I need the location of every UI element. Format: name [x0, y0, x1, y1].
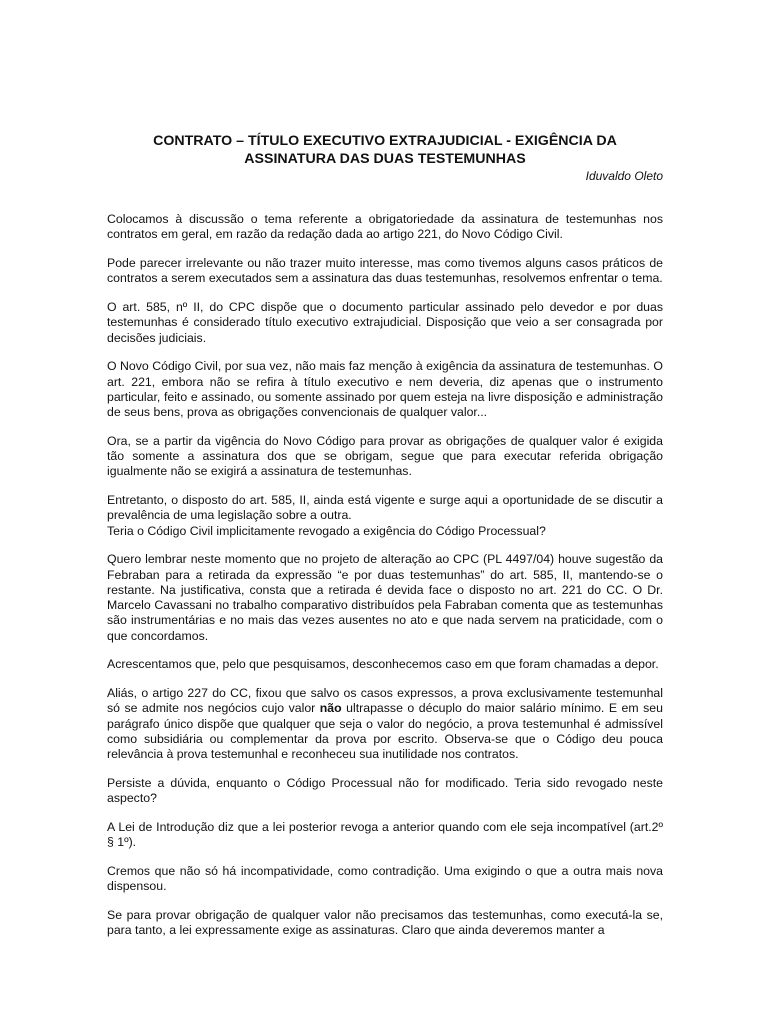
document-title — [107, 133, 663, 168]
paragraph — [107, 552, 663, 644]
paragraph-text: Aliás, o artigo 227 do CC, fixou que salvo os casos expressos, a prova exclusivamente testemunhal só se admite nos negócios cujo valor — [107, 686, 663, 716]
paragraph — [107, 864, 663, 895]
paragraph — [107, 300, 663, 346]
paragraph — [107, 359, 663, 420]
paragraph-text: Cremos que não só há incompatividade, como contradição. Uma exigindo o que a outra mais nova dispensou. — [107, 863, 663, 893]
author-name: Iduvaldo Oleto — [585, 169, 663, 183]
bold-emphasis: não — [319, 701, 342, 716]
paragraph-text: ultrapasse o décuplo do maior salário mínimo. E em seu parágrafo único dispõe que qualquer que seja o valor do negócio, a prova testemunhal é admissível como subsidiária ou complementar da prova por escrito. Observa-se que o Código deu pouca relevância à prova testemunhal e reconheceu sua inutilidade nos contratos. — [107, 701, 663, 761]
paragraph-text: Entretanto, o disposto do art. 585, II, ainda está vigente e surge aqui a oportunidade de se discutir a prevalência de uma legislação sobre a outra. — [107, 493, 663, 523]
paragraph-text: Pode parecer irrelevante ou não trazer muito interesse, mas como tivemos alguns casos práticos de contratos a serem executados sem a assinatura das duas testemunhas, resolvemos enfrentar o tema. — [107, 256, 663, 286]
paragraph — [107, 686, 663, 762]
paragraph-text: O Novo Código Civil, por sua vez, não mais faz menção à exigência da assinatura de testemunhas. O art. 221, embora não se refira à título executivo e nem deveria, diz apenas que o instrumento particular, feito e assinado, ou somente assinado por quem esteja na livre disposição e administração de seus bens, prova as obrigações convencionais de qualquer valor... — [107, 359, 663, 419]
paragraph-text: Colocamos à discussão o tema referente a obrigatoriedade da assinatura de testemunhas nos contratos em geral, em razão da redação dada ao artigo 221, do Novo Código Civil. — [107, 212, 663, 242]
paragraph-text: Se para provar obrigação de qualquer valor não precisamos das testemunhas, como executá-la se, para tanto, a lei expressamente exige as assinaturas. Claro que ainda deveremos manter a — [107, 907, 663, 937]
paragraph — [107, 657, 663, 672]
paragraph-text: Ora, se a partir da vigência do Novo Código para provar as obrigações de qualquer valor é exigida tão somente a assinatura dos que se obrigam, segue que para executar referida obrigação igualmente não se exigirá a assinatura de testemunhas. — [107, 433, 663, 479]
paragraph-text: Persiste a dúvida, enquanto o Código Processual não for modificado. Teria sido revogado neste aspecto? — [107, 775, 663, 805]
paragraph — [107, 212, 663, 243]
paragraph — [107, 776, 663, 807]
paragraph — [107, 434, 663, 480]
paragraph — [107, 493, 663, 539]
title-line-2: ASSINATURA DAS DUAS TESTEMUNHAS — [244, 150, 526, 167]
paragraph-text: Acrescentamos que, pelo que pesquisamos, desconhecemos caso em que foram chamadas a depor. — [107, 657, 659, 672]
paragraph — [107, 256, 663, 287]
paragraph-text: A Lei de Introdução diz que a lei posterior revoga a anterior quando com ele seja incompatível (art.2º § 1º). — [107, 819, 663, 849]
paragraph-text: O art. 585, nº II, do CPC dispõe que o documento particular assinado pelo devedor e por duas testemunhas é considerado título executivo extrajudicial. Disposição que veio a ser consagrada por decisões judiciais. — [107, 300, 663, 345]
paragraph — [107, 820, 663, 851]
title-line-1: CONTRATO – TÍTULO EXECUTIVO EXTRAJUDICIAL - EXIGÊNCIA DA — [153, 133, 617, 149]
paragraph — [107, 908, 663, 939]
paragraph-text: Teria o Código Civil implicitamente revogado a exigência do Código Processual? — [107, 523, 546, 538]
paragraph-text: Quero lembrar neste momento que no projeto de alteração ao CPC (PL 4497/04) houve sugestão da Febraban para a retirada da expressão “e por duas testemunhas” do art. 585, II, mantendo-se o restante. Na justificativa, consta que a retirada é devida face o disposto no art. 221 do CC. O Dr. Marcelo Cavassani no trabalho comparativo distribuídos pela Fabraban comenta que as testemunhas são instrumentárias e no mais das vezes ausentes no ato e que nada servem na praticidade, com o que concordamos. — [107, 552, 663, 643]
document-page — [107, 133, 663, 952]
document-body — [107, 212, 663, 938]
